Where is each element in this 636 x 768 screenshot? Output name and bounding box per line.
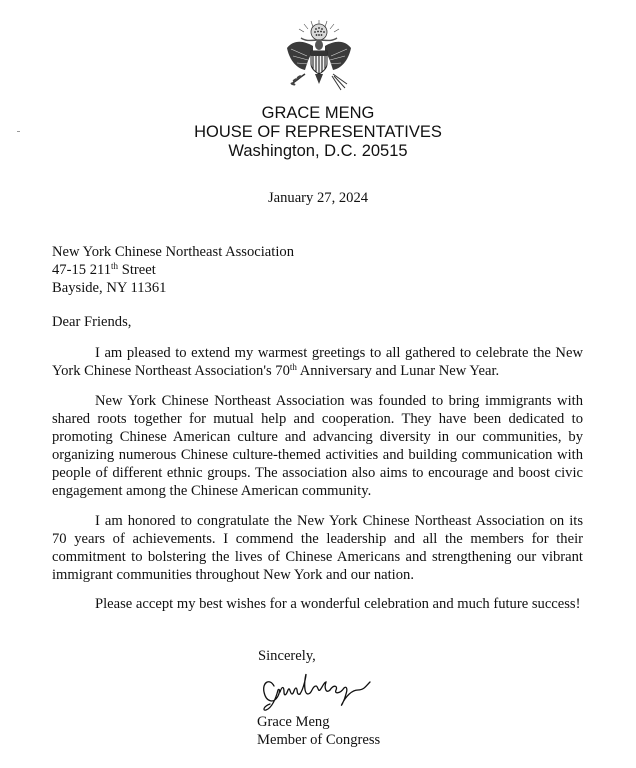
closing: Sincerely, [258, 648, 316, 664]
letterhead-city: Washington, D.C. 20515 [228, 142, 408, 160]
paragraph-line: engagement among the Chinese American community. [52, 483, 372, 499]
paragraph-line: promoting Chinese American culture and advancing diversity in our communities, by [52, 429, 583, 445]
salutation: Dear Friends, [52, 314, 132, 330]
paragraph-wishes [52, 595, 583, 613]
letter-date: January 27, 2024 [267, 190, 369, 206]
recipient-street [52, 261, 156, 279]
paragraph-line: I am honored to congratulate the New York Chinese Northeast Association on its [95, 513, 583, 529]
paragraph-about [52, 392, 583, 500]
paragraph-line: Please accept my best wishes for a wonderful celebration and much future success! [95, 596, 581, 612]
paragraph-line: organizing numerous Chinese culture-themed activities and building communication with [52, 447, 583, 463]
paragraph-greeting [52, 344, 583, 380]
street-number: 47-15 211 [52, 262, 112, 278]
handwritten-signature-icon [260, 668, 380, 712]
anniversary-ordinal: th [289, 362, 297, 372]
paragraph-line [52, 362, 583, 380]
paragraph-line: commitment to bolstering the lives of Chinese Americans and strengthening our vibrant [52, 549, 583, 565]
great-seal-eagle-icon [283, 18, 355, 96]
letterhead-office: HOUSE OF REPRESENTATIVES [194, 123, 442, 141]
paragraph-line: immigrant communities throughout New York and our nation. [52, 567, 414, 583]
paragraph-line: people of different ethnic groups. The association also aims to encourage and boost civic [52, 465, 583, 481]
paragraph-text: York Chinese Northeast Association's 70 [52, 363, 290, 379]
signer-title: Member of Congress [257, 732, 381, 748]
street-ordinal: th [111, 261, 119, 271]
paragraph-line: I am pleased to extend my warmest greetings to all gathered to celebrate the New [95, 345, 583, 361]
paragraph-line: New York Chinese Northeast Association was founded to bring immigrants with [95, 393, 583, 409]
letterhead-name: GRACE MENG [261, 104, 375, 122]
paragraph-line: 70 years of achievements. I commend the leadership and all the members for their [52, 531, 583, 547]
paragraph-line: shared roots together for mutual help and cooperation. They have been dedicated to [52, 411, 583, 427]
paragraph-text: Anniversary and Lunar New Year. [296, 363, 500, 379]
street-name: Street [118, 262, 156, 278]
paragraph-congratulations [52, 512, 583, 584]
recipient-city: Bayside, NY 11361 [52, 280, 167, 296]
recipient-org: New York Chinese Northeast Association [52, 244, 294, 260]
signer-name: Grace Meng [257, 714, 330, 730]
